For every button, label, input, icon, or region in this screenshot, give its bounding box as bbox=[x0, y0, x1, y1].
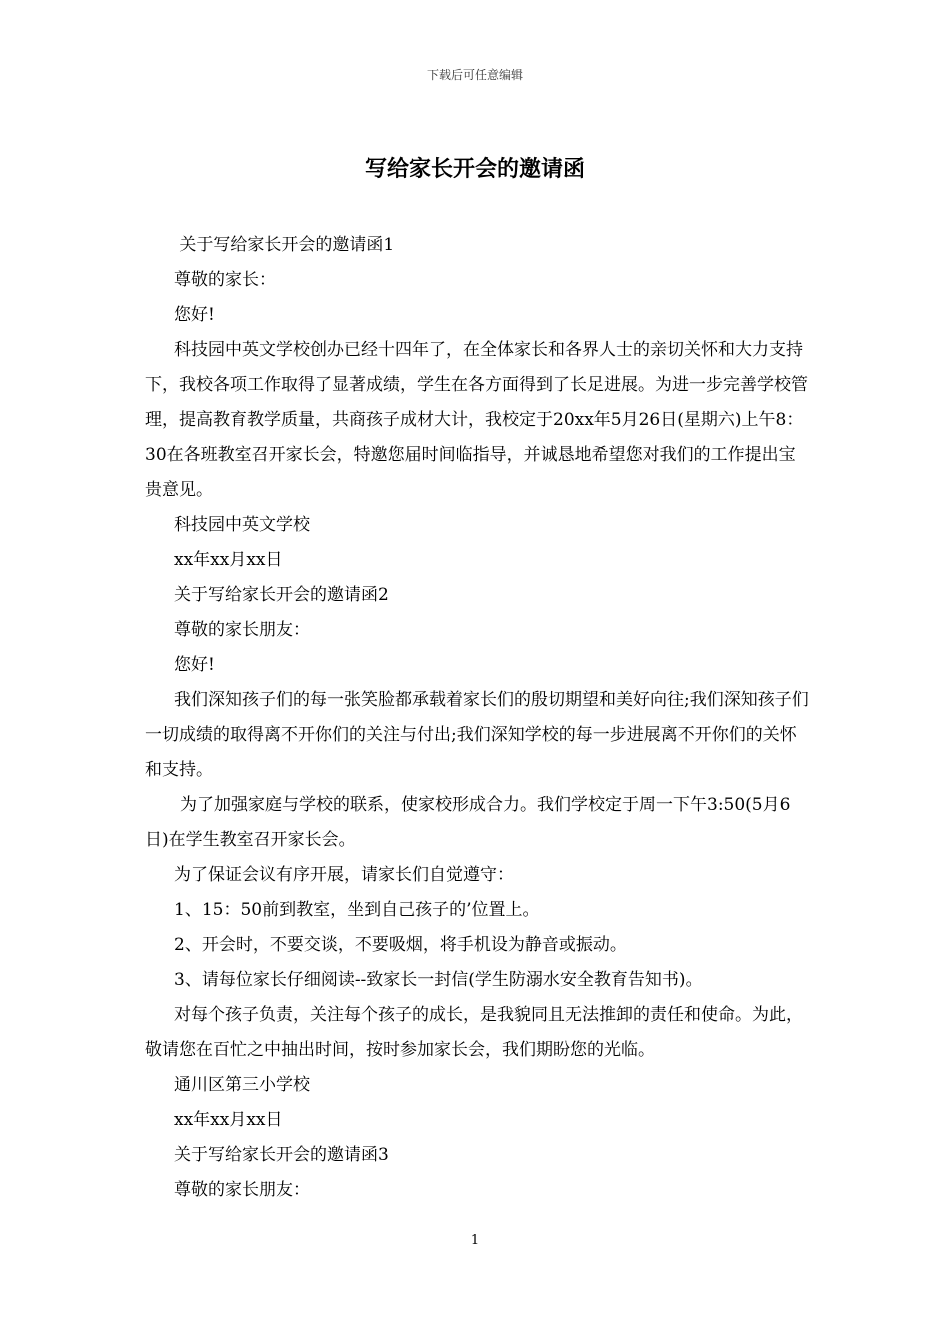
section-heading-1: 关于写给家长开会的邀请函1 bbox=[174, 235, 395, 255]
body-paragraph: 我们深知孩子们的每一张笑脸都承载着家长们的殷切期望和美好向往;我们深知孩子们一切成绩的取得离不开你们的关注与付出;我们深知学校的每一步进展离不开你们的关怀和支持。 bbox=[145, 690, 809, 780]
section-heading-3: 关于写给家长开会的邀请函3 bbox=[174, 1145, 389, 1165]
signature-school: 通川区第三小学校 bbox=[174, 1075, 310, 1095]
body-paragraph: 为了加强家庭与学校的联系，使家校形成合力。我们学校定于周一下午3:50(5月6日)在学生教室召开家长会。 bbox=[145, 795, 791, 850]
rule-item: 1、15：50前到教室，坐到自己孩子的’位置上。 bbox=[174, 900, 540, 920]
document-title: 写给家长开会的邀请函 bbox=[364, 156, 585, 182]
header-note: 下载后可任意编辑 bbox=[426, 68, 523, 82]
section-heading-2: 关于写给家长开会的邀请函2 bbox=[174, 585, 389, 605]
document-body bbox=[145, 228, 810, 1208]
salutation: 尊敬的家长朋友： bbox=[174, 1180, 310, 1200]
greeting: 您好! bbox=[174, 655, 215, 675]
signature-date: xx年xx月xx日 bbox=[174, 550, 283, 570]
body-paragraph: 对每个孩子负责，关注每个孩子的成长，是我貌同且无法推卸的责任和使命。为此，敬请您在百忙之中抽出时间，按时参加家长会，我们期盼您的光临。 bbox=[145, 1005, 803, 1060]
body-paragraph: 为了保证会议有序开展，请家长们自觉遵守： bbox=[174, 865, 514, 885]
body-paragraph: 科技园中英文学校创办已经十四年了，在全体家长和各界人士的亲切关怀和大力支持下，我校各项工作取得了显著成绩，学生在各方面得到了长足进展。为进一步完善学校管理，提高教育教学质量，共商孩子成材大计，我校定于20xx年5月26日(星期六)上午8：30在各班教室召开家长会，特邀您届时间临指导，并诚恳地希望您对我们的工作提出宝贵意见。 bbox=[145, 340, 808, 500]
salutation: 尊敬的家长朋友： bbox=[174, 620, 310, 640]
signature-school: 科技园中英文学校 bbox=[174, 515, 310, 535]
salutation: 尊敬的家长： bbox=[174, 270, 276, 290]
rule-item: 3、请每位家长仔细阅读--致家长一封信(学生防溺水安全教育告知书)。 bbox=[174, 970, 703, 990]
signature-date: xx年xx月xx日 bbox=[174, 1110, 283, 1130]
rule-item: 2、开会时，不要交谈，不要吸烟，将手机设为静音或振动。 bbox=[174, 935, 627, 955]
greeting: 您好! bbox=[174, 305, 215, 325]
page-number: 1 bbox=[470, 1233, 480, 1248]
